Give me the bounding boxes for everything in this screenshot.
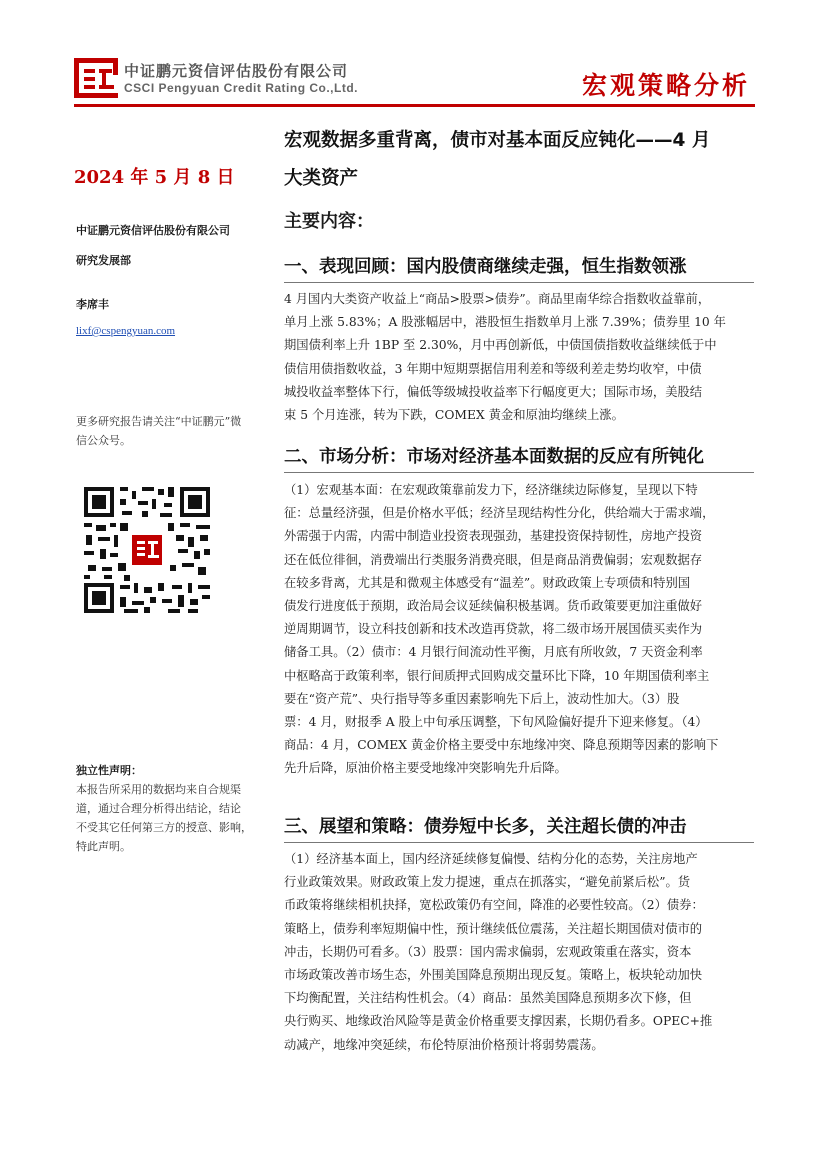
contents-heading: 主要内容： (284, 211, 374, 232)
independence-line: 特此声明。 (76, 840, 131, 853)
body-line: 行业政策效果。财政政策上发力提速，重点在抓落实，“避免前紧后松”。货 (284, 875, 691, 890)
body-line: （1）宏观基本面：在宏观政策靠前发力下，经济继续边际修复，呈现以下特 (284, 483, 698, 497)
company-name-en: CSCI Pengyuan Credit Rating Co.,Ltd. (124, 81, 359, 95)
follow-note (76, 412, 268, 450)
document-type-label: 宏观策略分析 (581, 71, 750, 100)
company-name-cn: 中证鹏元资信评估股份有限公司 (124, 62, 349, 80)
report-title-line: 大类资产 (284, 168, 359, 189)
section-2-body (284, 479, 754, 781)
body-line: 4 月国内大类资产收益上“商品>股票>债券”。商品里南华综合指数收益靠前， (284, 292, 711, 306)
body-line: 单月上涨 5.83%；A 股涨幅居中，港股恒生指数单月上涨 7.39%；债券里 10 年 (284, 315, 726, 330)
section-2-heading: 二、市场分析：市场对经济基本面数据的反应有所钝化 (284, 447, 704, 467)
body-line: 征：总量经济强，但是价格水平低；经济呈现结构性分化，供给端大于需求端， (284, 506, 715, 521)
follow-note-line: 更多研究报告请关注“中证鹏元”微 (76, 415, 242, 428)
body-line: 先升后降，原油价格主要受地缘冲突影响先升后降。 (284, 761, 567, 776)
independence-line: 本报告所采用的数据均来自合规渠 (76, 783, 241, 796)
section-1-divider (284, 282, 754, 283)
section-1-heading: 一、表现回顾：国内股债商继续走强，恒生指数领涨 (284, 257, 687, 277)
body-line: 中枢略高于政策利率，银行间质押式回购成交量环比下降，10 年期国债利率主 (284, 668, 710, 683)
author-email-link[interactable]: lixf@cspengyuan.com (76, 325, 176, 337)
body-line: 城投收益率整体下行，偏低等级城投收益率下行幅度更大；国际市场，美股结 (284, 384, 703, 399)
body-line: 在较多背离，尤其是和微观主体感受有“温差”。财政政策上专项债和特别国 (284, 575, 691, 590)
report-date: 2024 年 5 月 8 日 (74, 167, 235, 188)
body-line: 币政策将继续相机抉择，宽松政策仍有空间，降准的必要性较高。（2）债券： (284, 898, 704, 913)
body-line: 票：4 月，财报季 A 股上中旬承压调整，下旬风险偏好提升下迎来修复。（4） (284, 715, 708, 730)
report-title-line: 宏观数据多重背离，债市对基本面反应钝化——4 月 (284, 130, 711, 151)
section-1-body (284, 288, 754, 427)
body-line: 储备工具。（2）债市：4 月银行间流动性平衡，月底有所收敛，7 天资金利率 (284, 645, 703, 660)
section-3-divider (284, 842, 754, 843)
wechat-qr-code (84, 487, 210, 613)
independence-line: 不受其它任何第三方的授意、影响， (76, 821, 252, 834)
body-line: 逆周期调节，设立科技创新和技术改造再贷款，将二级市场开展国债买卖作为 (284, 622, 703, 637)
section-3-body (284, 848, 754, 1057)
body-line: 商品：4 月，COMEX 黄金价格主要受中东地缘冲突、降息预期等因素的影响下 (284, 738, 719, 753)
header-divider (74, 104, 755, 107)
sidebar-org: 中证鹏元资信评估股份有限公司 (76, 224, 230, 237)
follow-note-line: 信公众号。 (76, 434, 131, 447)
independence-title: 独立性声明： (76, 764, 142, 777)
company-logo (74, 58, 118, 98)
body-line: （1）经济基本面上，国内经济延续修复偏慢、结构分化的态势，关注房地产 (284, 852, 698, 866)
independence-statement (76, 780, 268, 856)
body-line: 策略上，债券利率短期偏中性，预计继续低位震荡，关注超长期国债对债市的 (284, 921, 703, 936)
body-line: 债信用债指数收益，3 年期中短期票据信用利差和等级利差走势均收窄，中债 (284, 361, 702, 376)
section-3-heading: 三、展望和策略：债券短中长多，关注超长债的冲击 (284, 817, 687, 837)
body-line: 市场政策改善市场生态，外围美国降息预期出现反复。策略上，板块轮动加快 (284, 968, 703, 983)
body-line: 束 5 个月连涨，转为下跌，COMEX 黄金和原油均继续上涨。 (284, 408, 624, 423)
section-2-divider (284, 472, 754, 473)
sidebar-dept: 研究发展部 (76, 254, 131, 267)
body-line: 要在“资产荒”、央行指导等多重因素影响先下后上，波动性加大。（3）股 (284, 691, 680, 706)
body-line: 央行购买、地缘政治风险等是黄金价格重要支撑因素，长期仍看多。OPEC+推 (284, 1014, 713, 1029)
body-line: 冲击，长期仍可看多。（3）股票：国内需求偏弱，宏观政策重在落实，资本 (284, 944, 692, 959)
body-line: 债发行进度低于预期，政治局会议延续偏积极基调。货币政策要更加注重做好 (284, 599, 703, 614)
report-title (284, 122, 754, 198)
independence-line: 道，通过合理分析得出结论，结论 (76, 802, 241, 815)
body-line: 下均衡配置，关注结构性机会。（4）商品：虽然美国降息预期多次下修，但 (284, 991, 692, 1006)
body-line: 还在低位徘徊，消费端出行类服务消费亮眼，但是商品消费偏弱；宏观数据存 (284, 552, 703, 567)
body-line: 动减产，地缘冲突延续，布伦特原油价格预计将弱势震荡。 (284, 1037, 604, 1052)
body-line: 外需强于内需，内需中制造业投资表现强劲，基建投资保持韧性，房地产投资 (284, 529, 703, 544)
author-name: 李席丰 (76, 298, 109, 311)
body-line: 期国债利率上升 1BP 至 2.30%，月中再创新低，中债国债指数收益继续低于中 (284, 338, 717, 353)
